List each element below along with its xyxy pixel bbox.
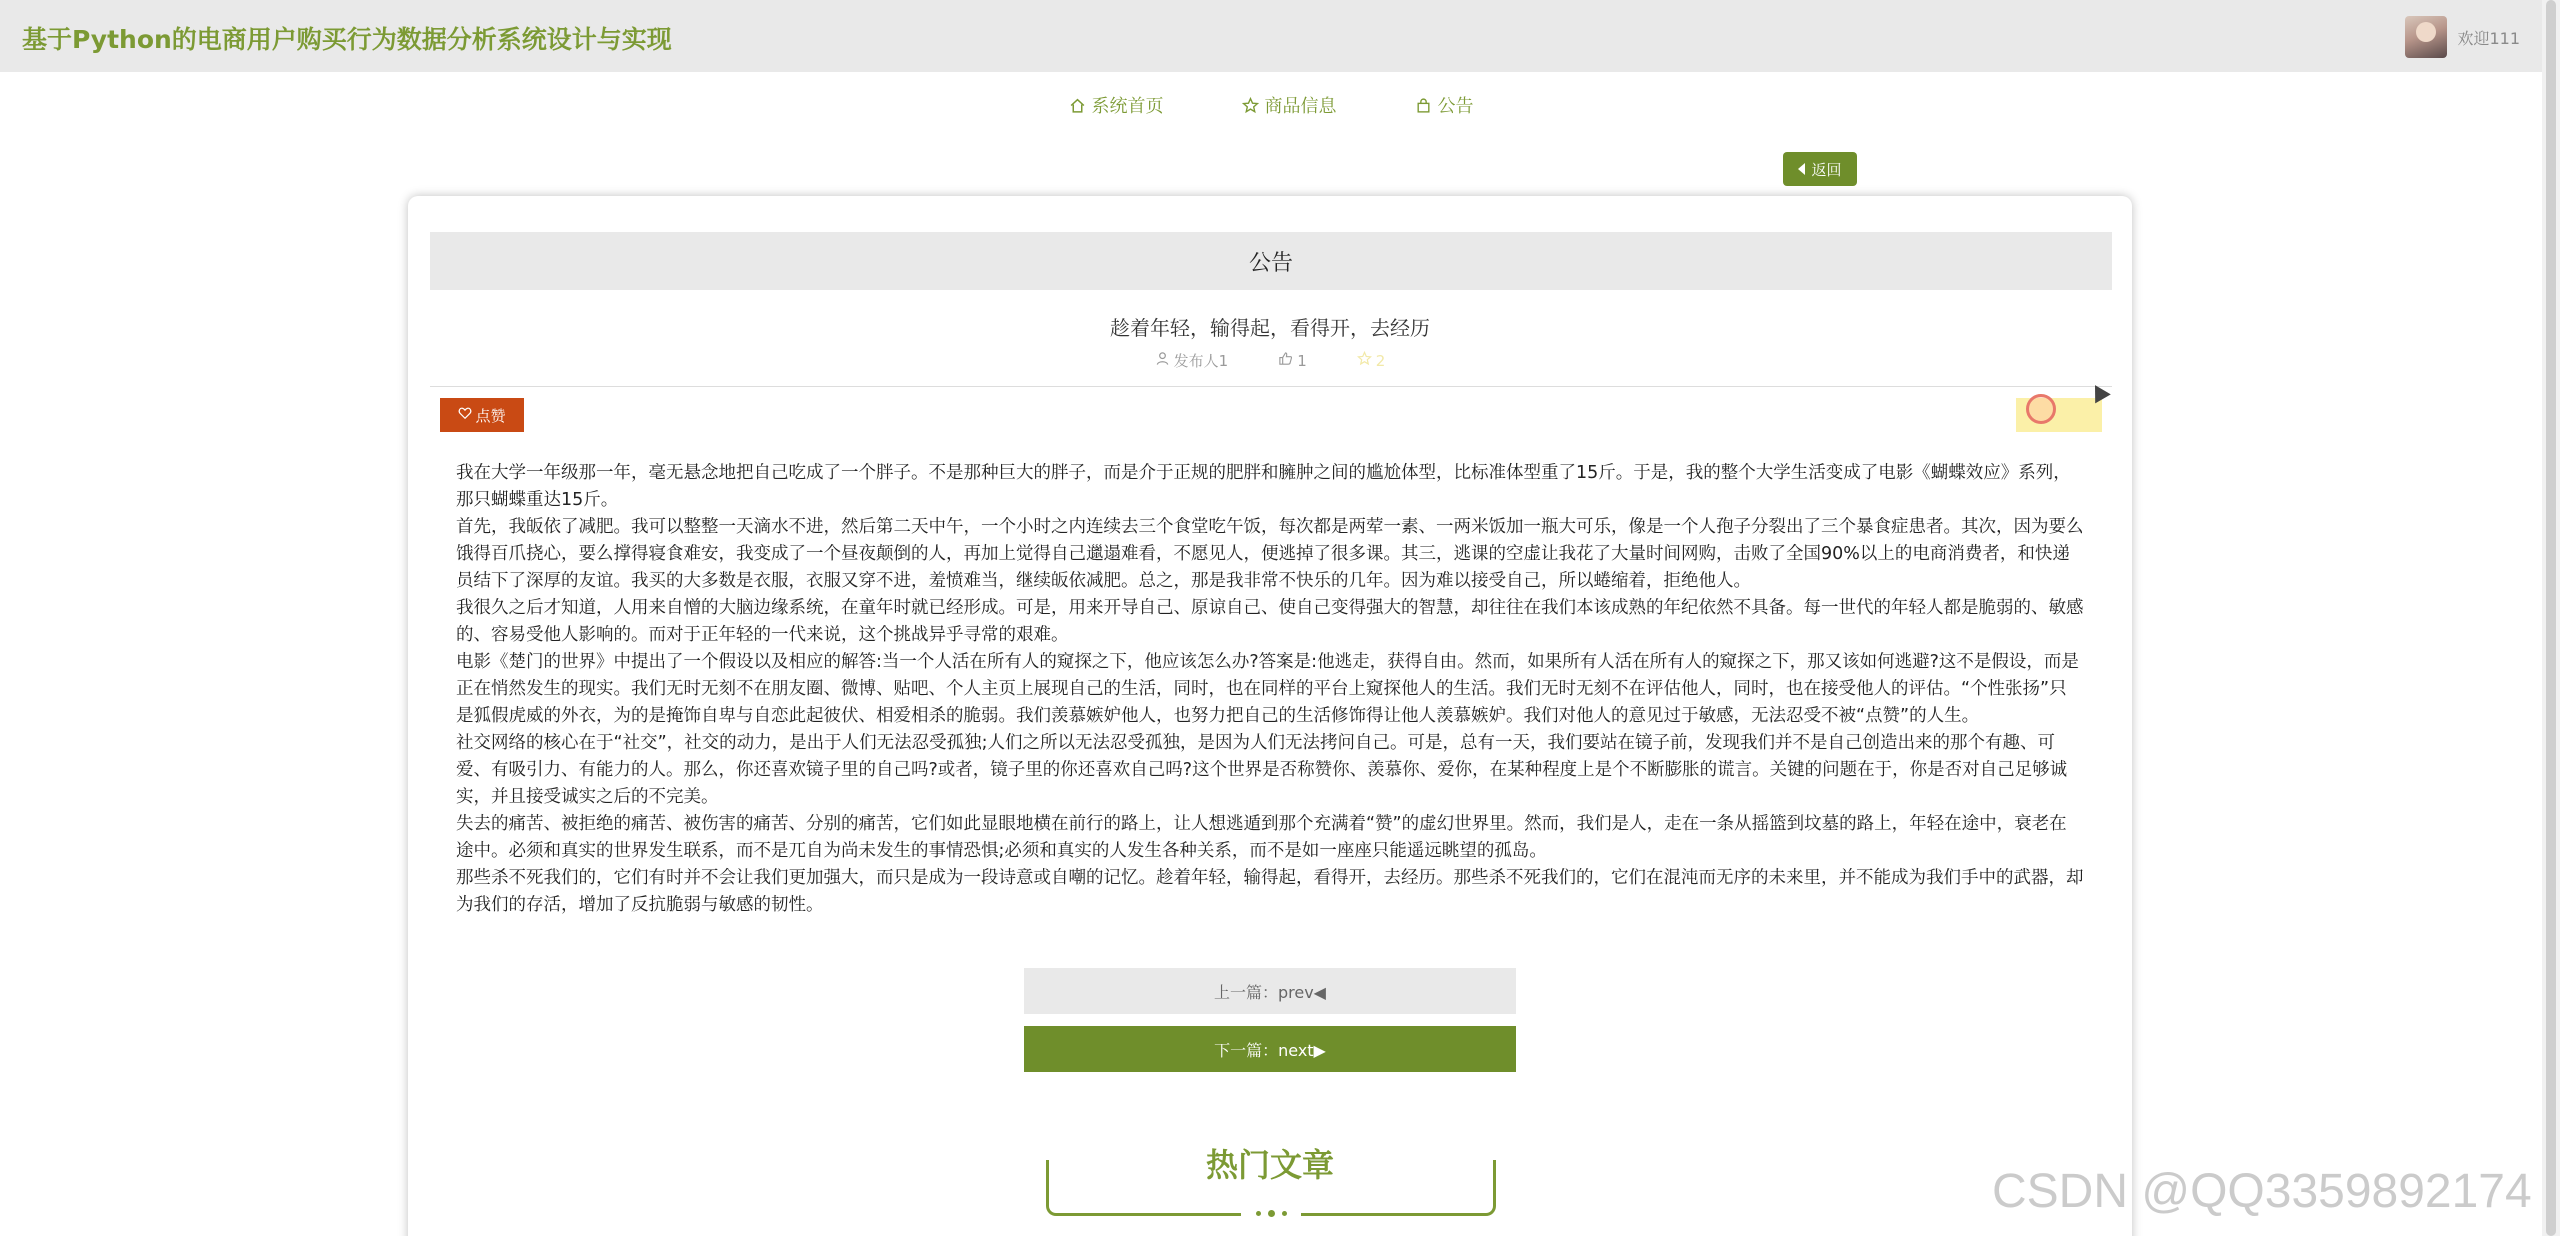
welcome-text: 欢迎111: [2457, 28, 2520, 48]
article-paragraph: 那些杀不死我们的，它们有时并不会让我们更加强大，而只是成为一段诗意或自嘲的记忆。趁着年轻，输得起，看得开，去经历。那些杀不死我们的，它们在混沌而无序的未来里，并不能成为我们手中的武器，却为我们的存活，增加了反抗脆弱与敏感的韧性。: [456, 868, 2084, 915]
star-outline-icon: [1357, 351, 1372, 370]
site-title: 基于Python的电商用户购买行为数据分析系统设计与实现: [22, 25, 672, 54]
divider: [430, 386, 2112, 387]
prev-article-button[interactable]: 上一篇：prev◀: [1024, 968, 1516, 1014]
user-icon: [1155, 351, 1170, 370]
top-bar: [0, 0, 2542, 72]
bag-icon: [1415, 97, 1438, 114]
article-paragraph: 失去的痛苦、被拒绝的痛苦、被伤害的痛苦、分别的痛苦，它们如此显眼地横在前行的路上，让人想逃遁到那个充满着“赞”的虚幻世界里。然而，我们是人，走在一条从摇篮到坟墓的路上，年轻在途中，衰老在途中。必须和真实的世界发生联系，而不是兀自为尚未发生的事情恐惧;必须和真实的人发生各种关系，而不是如一座座只能遥远眺望的孤岛。: [456, 814, 2067, 861]
click-indicator: [2026, 394, 2056, 424]
like-button-label: 点赞: [475, 406, 506, 425]
user-box[interactable]: [2405, 16, 2520, 58]
nav-item-label: 公告: [1437, 96, 1474, 117]
nav-item-label: 系统首页: [1091, 96, 1164, 117]
page-scrollbar[interactable]: [2542, 0, 2560, 1236]
article-card: [408, 196, 2132, 1236]
author-name: 发布人1: [1173, 352, 1229, 370]
article-meta: [408, 350, 2132, 371]
nav-item-products[interactable]: [1242, 92, 1337, 118]
scrollbar-thumb[interactable]: [2546, 0, 2556, 1236]
nav-item-home[interactable]: [1069, 92, 1164, 118]
article-paragraph: 我很久之后才知道，人用来自憎的大脑边缘系统，在童年时就已经形成。可是，用来开导自己、原谅自己、使自己变得强大的智慧，却往往在我们本该成熟的年纪依然不具备。每一世代的年轻人都是脆弱的、敏感的、容易受他人影响的。而对于正年轻的一代来说，这个挑战异乎寻常的艰难。: [456, 598, 2084, 645]
back-button-label: 返回: [1811, 160, 1842, 179]
hot-title-frame: [1046, 1164, 1496, 1216]
article-content: [456, 460, 2084, 919]
article-paragraph: 首先，我皈依了减肥。我可以整整一天滴水不进，然后第二天中午，一个小时之内连续去三个食堂吃午饭，每次都是两荤一素、一两米饭加一瓶大可乐，像是一个人孢子分裂出了三个暴食症患者。其次，因为要么饿得百爪挠心，要么撑得寝食难安，我变成了一个昼夜颠倒的人，再加上觉得自己邋遢难看，不愿见人，便逃掉了很多课。其三，逃课的空虚让我花了大量时间网购，击败了全国90%以上的电商消费者，和快递员结下了深厚的友谊。我买的大多数是衣服，衣服又穿不进，羞愤难当，继续皈依减肥。总之，那是我非常不快乐的几年。因为难以接受自己，所以蜷缩着，拒绝他人。: [456, 517, 2084, 591]
article-paragraph: 社交网络的核心在于“社交”，社交的动力，是出于人们无法忍受孤独;人们之所以无法忍受孤独，是因为人们无法拷问自己。可是，总有一天，我们要站在镜子前，发现我们并不是自己创造出来的那个有趣、可爱、有吸引力、有能力的人。那么，你还喜欢镜子里的自己吗?或者，镜子里的你还喜欢自己吗?这个世界是否称赞你、羡慕你、爱你，在某种程度上是个不断膨胀的谎言。关键的问题在于，你是否对自己足够诚实，并且接受诚实之后的不完美。: [456, 733, 2068, 807]
hot-articles-title: 热门文章: [1205, 1146, 1334, 1184]
star-icon: [1242, 97, 1265, 114]
heart-icon: [458, 406, 472, 424]
favorites-count: 2: [1375, 351, 1386, 370]
like-button[interactable]: [440, 398, 524, 432]
article-paragraph: 我在大学一年级那一年，毫无悬念地把自己吃成了一个胖子。不是那种巨大的胖子，而是介于正规的肥胖和臃肿之间的尴尬体型，比标准体型重了15斤。于是，我的整个大学生活变成了电影《蝴蝶效应》系列，那只蝴蝶重达15斤。: [456, 463, 2071, 510]
caret-left-icon: [1798, 163, 1805, 175]
watermark: CSDN @QQ3359892174: [1992, 1165, 2532, 1218]
article-paragraph: 电影《楚门的世界》中提出了一个假设以及相应的解答:当一个人活在所有人的窥探之下，他应该怎么办?答案是:他逃走，获得自由。然而，如果所有人活在所有人的窥探之下，那又该如何逃避?这不是假设，而是正在悄然发生的现实。我们无时无刻不在朋友圈、微博、贴吧、个人主页上展现自己的生活，同时，也在同样的平台上窥探他人的生活。我们无时无刻不在评估他人，同时，也在接受他人的评估。“个性张扬”只是狐假虎威的外衣，为的是掩饰自卑与自恋此起彼伏、相爱相杀的脆弱。我们羡慕嫉妒他人，也努力把自己的生活修饰得让他人羡慕嫉妒。我们对他人的意见过于敏感，无法忍受不被“点赞”的人生。: [456, 652, 2079, 726]
nav-item-label: 商品信息: [1264, 96, 1337, 117]
article-title: 趁着年轻，输得起，看得开，去经历: [1110, 316, 1430, 340]
home-icon: [1069, 97, 1092, 114]
back-button[interactable]: [1783, 152, 1857, 186]
thumbs-up-icon: [1278, 351, 1293, 370]
decorative-dots: [1241, 1206, 1301, 1220]
likes-meta: [1278, 351, 1307, 370]
main-nav: [0, 92, 2542, 118]
author-meta: [1155, 350, 1229, 371]
likes-count: 1: [1297, 351, 1307, 370]
nav-item-announcement[interactable]: [1415, 92, 1474, 118]
section-heading: 公告: [430, 232, 2112, 290]
favorites-meta: [1357, 351, 1386, 370]
avatar[interactable]: [2405, 16, 2447, 58]
next-article-button[interactable]: 下一篇：next▶: [1024, 1026, 1516, 1072]
